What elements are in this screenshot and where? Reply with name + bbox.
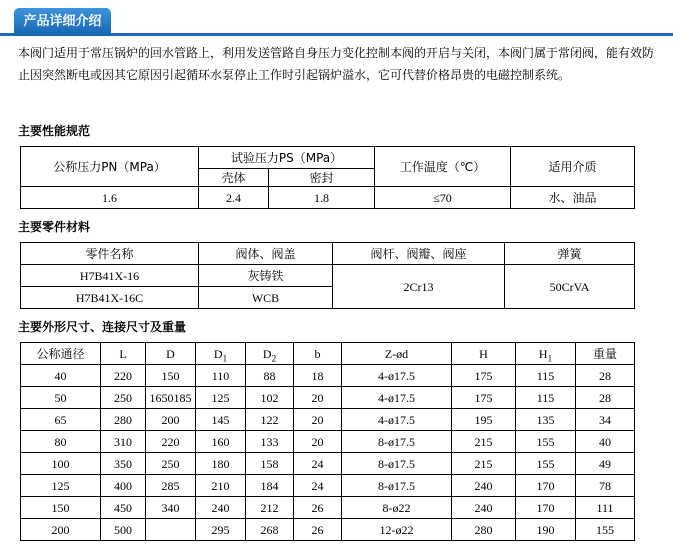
table-cell: 100 xyxy=(21,453,101,475)
table-cell: 24 xyxy=(294,453,342,475)
table-row xyxy=(21,243,635,265)
header-shell: 壳体 xyxy=(199,169,269,187)
table-cell: 280 xyxy=(101,409,146,431)
header-d1: $D_1$ xyxy=(196,343,246,365)
table-cell: 350 xyxy=(101,453,146,475)
table-cell: 450 xyxy=(101,497,146,519)
table-cell: 26 xyxy=(294,519,342,541)
table-cell: 8-ø17.5 xyxy=(342,431,452,453)
section-tab-bar xyxy=(0,0,673,36)
table-row xyxy=(21,187,635,209)
table-cell: 212 xyxy=(246,497,294,519)
table-cell: 102 xyxy=(246,387,294,409)
cell-medium: 水、油品 xyxy=(511,187,635,209)
table-cell: 195 xyxy=(452,409,516,431)
table-row xyxy=(21,409,635,431)
header-temp: 工作温度（℃） xyxy=(375,147,511,187)
table-cell: 268 xyxy=(246,519,294,541)
table-cell: 110 xyxy=(196,365,246,387)
table-cell: 4-ø17.5 xyxy=(342,387,452,409)
table-row xyxy=(21,497,635,519)
cell-stem-material: 2Cr13 xyxy=(333,265,505,309)
table-cell: 175 xyxy=(452,365,516,387)
cell-body: WCB xyxy=(199,287,333,309)
header-medium: 适用介质 xyxy=(511,147,635,187)
table-cell: 220 xyxy=(101,365,146,387)
table-cell: 18 xyxy=(294,365,342,387)
header-part: 零件名称 xyxy=(21,243,199,265)
table-cell: 26 xyxy=(294,497,342,519)
table-cell: 40 xyxy=(21,365,101,387)
tab-product-details[interactable]: 产品详细介绍 xyxy=(14,8,111,36)
table-cell: 49 xyxy=(576,453,635,475)
table-cell: 215 xyxy=(452,453,516,475)
header-weight: 重量 xyxy=(576,343,635,365)
header-dn: 公称通径 xyxy=(21,343,101,365)
performance-table xyxy=(20,146,635,209)
table-cell: 4-ø17.5 xyxy=(342,409,452,431)
header-zd: Z-ød xyxy=(342,343,452,365)
table-cell: 340 xyxy=(146,497,196,519)
table-cell: 175 xyxy=(452,387,516,409)
header-d: D xyxy=(146,343,196,365)
table-cell: 184 xyxy=(246,475,294,497)
table-row xyxy=(21,453,635,475)
header-h1: $H_1$ xyxy=(516,343,576,365)
table-row xyxy=(21,343,635,365)
table-cell: 190 xyxy=(516,519,576,541)
table-cell: 125 xyxy=(196,387,246,409)
cell-part: H7B41X-16 xyxy=(21,265,199,287)
table-cell: 155 xyxy=(576,519,635,541)
performance-section-title: 主要性能规范 xyxy=(18,124,91,138)
table-cell: 250 xyxy=(146,453,196,475)
table-cell: 155 xyxy=(516,431,576,453)
cell-spring-material: 50CrVA xyxy=(505,265,635,309)
table-cell: 115 xyxy=(516,365,576,387)
header-b: b xyxy=(294,343,342,365)
table-cell: 210 xyxy=(196,475,246,497)
table-cell xyxy=(146,519,196,541)
header-d2: $D_2$ xyxy=(246,343,294,365)
table-cell: 65 xyxy=(21,409,101,431)
table-cell: 88 xyxy=(246,365,294,387)
table-cell: 78 xyxy=(576,475,635,497)
header-seal: 密封 xyxy=(269,169,375,187)
table-cell: 240 xyxy=(452,497,516,519)
table-cell: 500 xyxy=(101,519,146,541)
table-cell: 40 xyxy=(576,431,635,453)
header-spring: 弹簧 xyxy=(505,243,635,265)
table-cell: 8-ø17.5 xyxy=(342,453,452,475)
table-cell: 125 xyxy=(21,475,101,497)
table-cell: 170 xyxy=(516,475,576,497)
header-pn: 公称压力PN（MPa） xyxy=(21,147,199,187)
cell-seal: 1.8 xyxy=(269,187,375,209)
table-cell: 34 xyxy=(576,409,635,431)
table-cell: 28 xyxy=(576,365,635,387)
table-row xyxy=(21,365,635,387)
table-row xyxy=(21,475,635,497)
dimensions-section-title: 主要外形尺寸、连接尺寸及重量 xyxy=(18,320,187,334)
cell-temp: ≤70 xyxy=(375,187,511,209)
table-cell: 158 xyxy=(246,453,294,475)
table-cell: 150 xyxy=(21,497,101,519)
table-row xyxy=(21,519,635,541)
table-cell: 111 xyxy=(576,497,635,519)
table-cell: 8-ø22 xyxy=(342,497,452,519)
table-cell: 295 xyxy=(196,519,246,541)
table-cell: 122 xyxy=(246,409,294,431)
table-cell: 20 xyxy=(294,409,342,431)
table-cell: 24 xyxy=(294,475,342,497)
cell-part: H7B41X-16C xyxy=(21,287,199,309)
table-cell: 250 xyxy=(101,387,146,409)
table-cell: 28 xyxy=(576,387,635,409)
table-cell: 8-ø17.5 xyxy=(342,475,452,497)
dimensions-table xyxy=(20,342,635,541)
table-cell: 135 xyxy=(516,409,576,431)
table-cell: 400 xyxy=(101,475,146,497)
cell-shell: 2.4 xyxy=(199,187,269,209)
table-row xyxy=(21,265,635,287)
table-cell: 170 xyxy=(516,497,576,519)
table-cell: 220 xyxy=(146,431,196,453)
table-cell: 150 xyxy=(146,365,196,387)
table-cell: 115 xyxy=(516,387,576,409)
table-cell: 50 xyxy=(21,387,101,409)
table-cell: 12-ø22 xyxy=(342,519,452,541)
materials-table xyxy=(20,242,635,309)
product-description: 本阀门适用于常压锅炉的回水管路上，利用发送管路自身压力变化控制本阀的开启与关闭，本阀门属于常闭阀，能有效防止因突然断电或因其它原因引起循环水泵停止工作时引起锅炉溢水，它可代替价格昂贵的电磁控制系统。 xyxy=(18,46,655,82)
table-cell: 145 xyxy=(196,409,246,431)
header-ps: 试验压力PS（MPa） xyxy=(199,147,375,169)
table-cell: 155 xyxy=(516,453,576,475)
table-cell: 4-ø17.5 xyxy=(342,365,452,387)
header-stem: 阀杆、阀瓣、阀座 xyxy=(333,243,505,265)
table-cell: 133 xyxy=(246,431,294,453)
table-cell: 240 xyxy=(452,475,516,497)
header-h: H xyxy=(452,343,516,365)
cell-pn: 1.6 xyxy=(21,187,199,209)
table-cell: 1650185 xyxy=(146,387,196,409)
header-body: 阀体、阀盖 xyxy=(199,243,333,265)
table-cell: 160 xyxy=(196,431,246,453)
table-row xyxy=(21,431,635,453)
table-cell: 80 xyxy=(21,431,101,453)
table-cell: 280 xyxy=(452,519,516,541)
cell-body: 灰铸铁 xyxy=(199,265,333,287)
materials-section-title: 主要零件材料 xyxy=(18,220,91,234)
table-cell: 310 xyxy=(101,431,146,453)
table-row xyxy=(21,147,635,169)
table-cell: 180 xyxy=(196,453,246,475)
table-cell: 285 xyxy=(146,475,196,497)
table-cell: 200 xyxy=(21,519,101,541)
table-cell: 240 xyxy=(196,497,246,519)
table-row xyxy=(21,387,635,409)
table-cell: 20 xyxy=(294,387,342,409)
table-cell: 215 xyxy=(452,431,516,453)
header-l: L xyxy=(101,343,146,365)
table-cell: 200 xyxy=(146,409,196,431)
table-cell: 20 xyxy=(294,431,342,453)
